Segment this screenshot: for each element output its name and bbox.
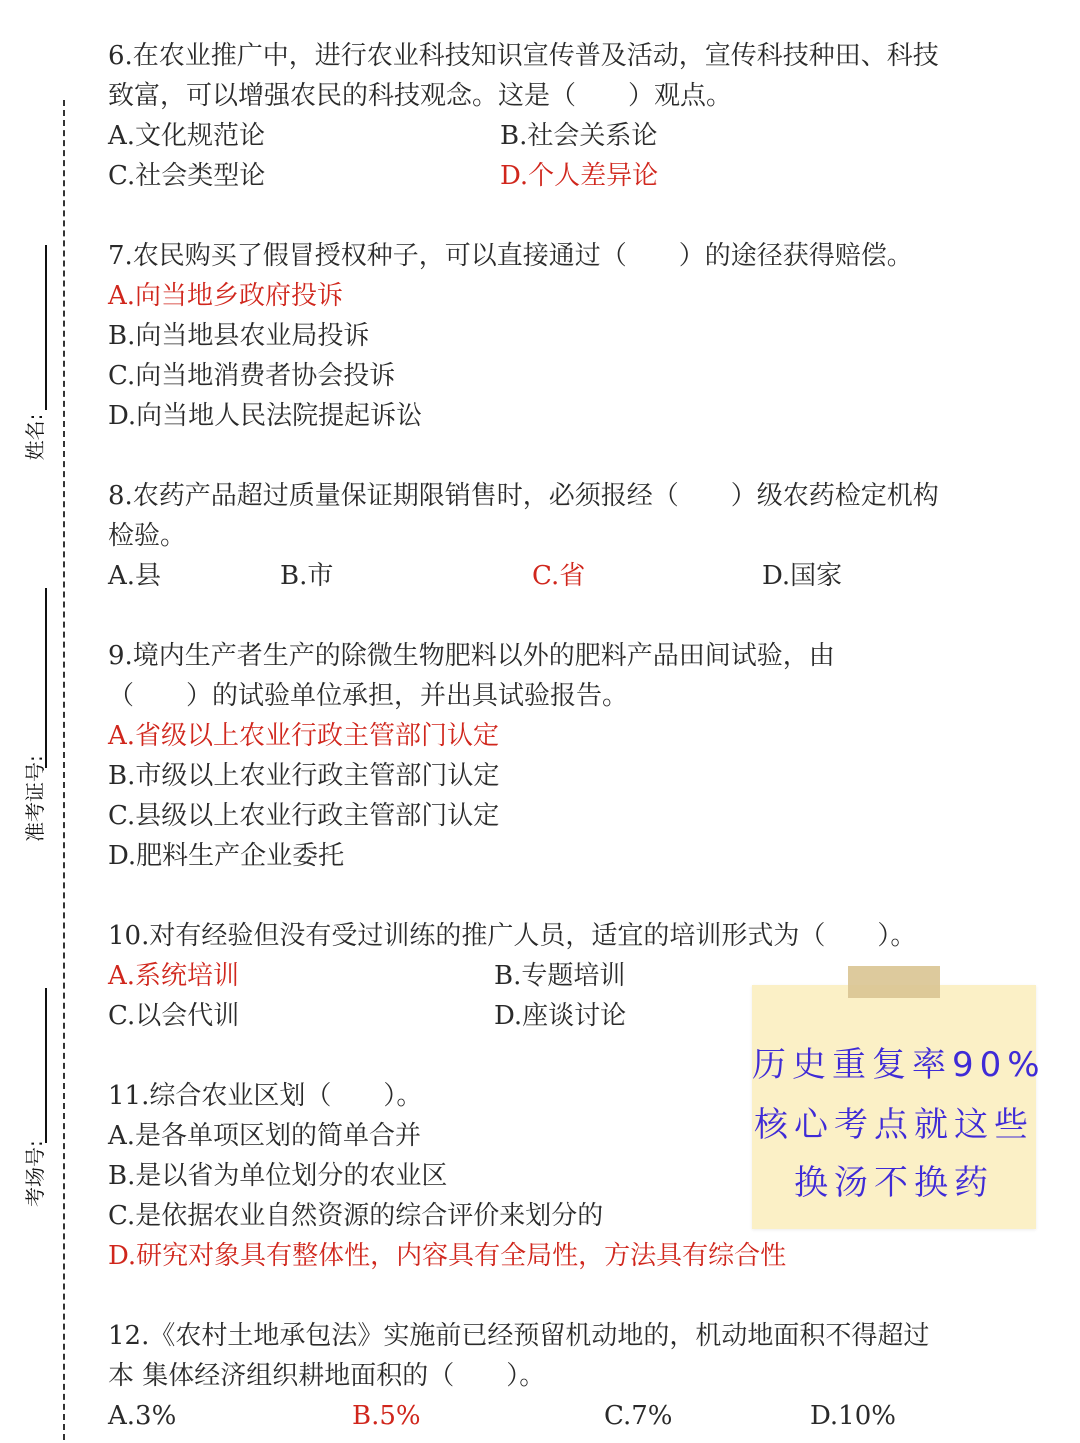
exam-id-field-line <box>45 588 47 768</box>
q8-option-a: A.县 <box>108 561 162 591</box>
q9-option-b: B.市级以上农业行政主管部门认定 <box>108 761 500 791</box>
tape-strip <box>848 966 940 998</box>
exam-room-label: 考场号: <box>23 1140 47 1207</box>
q7-stem: 7.农民购买了假冒授权种子，可以直接通过（ ）的途径获得赔偿。 <box>108 241 913 271</box>
binding-dashed-line <box>63 100 65 1440</box>
q7-option-a-answer: A.向当地乡政府投诉 <box>108 281 344 311</box>
q8-option-d: D.国家 <box>762 561 843 591</box>
q8-option-b: B.市 <box>280 561 334 591</box>
q9-stem-line2: （ ）的试验单位承担，并出具试验报告。 <box>108 681 629 711</box>
q6-option-b: B.社会关系论 <box>500 121 658 151</box>
q6-option-a: A.文化规范论 <box>108 121 266 151</box>
note-line1: 历史重复率90% <box>752 1045 1046 1085</box>
q11-option-b: B.是以省为单位划分的农业区 <box>108 1161 448 1191</box>
q10-option-d: D.座谈讨论 <box>494 1001 627 1031</box>
q11-option-c: C.是依据农业自然资源的综合评价来划分的 <box>108 1201 604 1231</box>
name-label: 姓名: <box>23 413 47 461</box>
q7-option-d: D.向当地人民法院提起诉讼 <box>108 401 423 431</box>
q12-option-a: A.3% <box>108 1401 177 1431</box>
note-line2: 核心考点就这些 <box>754 1105 1034 1145</box>
q12-option-b-answer: B.5% <box>352 1401 421 1431</box>
q10-option-a-answer: A.系统培训 <box>108 961 240 991</box>
q10-option-b: B.专题培训 <box>494 961 626 991</box>
q9-option-c: C.县级以上农业行政主管部门认定 <box>108 801 500 831</box>
q7-option-b: B.向当地县农业局投诉 <box>108 321 370 351</box>
q9-option-a-answer: A.省级以上农业行政主管部门认定 <box>108 721 500 751</box>
q12-stem-line1: 12.《农村土地承包法》实施前已经预留机动地的，机动地面积不得超过 <box>108 1321 930 1351</box>
sticky-note <box>752 985 1046 1229</box>
q12-option-c: C.7% <box>604 1401 673 1431</box>
q8-stem-line2: 检验。 <box>108 521 187 551</box>
q11-stem: 11.综合农业区划（ ）。 <box>108 1081 423 1111</box>
q12-stem-line2: 本 集体经济组织耕地面积的（ ）。 <box>108 1361 546 1391</box>
exam-room-field-line <box>45 988 47 1143</box>
q6-stem-line2: 致富，可以增强农民的科技观念。这是（ ）观点。 <box>108 81 733 111</box>
q10-stem: 10.对有经验但没有受过训练的推广人员，适宜的培训形式为（ ）。 <box>108 921 917 951</box>
q6-option-c: C.社会类型论 <box>108 161 266 191</box>
q10-option-c: C.以会代训 <box>108 1001 240 1031</box>
q8-option-c-answer: C.省 <box>532 561 586 591</box>
q6-option-d-answer: D.个人差异论 <box>500 161 659 191</box>
q6-stem-line1: 6.在农业推广中，进行农业科技知识宣传普及活动，宣传科技种田、科技 <box>108 41 939 71</box>
q7-option-c: C.向当地消费者协会投诉 <box>108 361 396 391</box>
q9-stem-line1: 9.境内生产者生产的除微生物肥料以外的肥料产品田间试验，由 <box>108 641 835 671</box>
exam-id-label: 准考证号: <box>23 755 47 842</box>
name-field-line <box>45 245 47 410</box>
note-line3: 换汤不换药 <box>794 1163 994 1203</box>
q8-stem-line1: 8.农药产品超过质量保证期限销售时，必须报经（ ）级农药检定机构 <box>108 481 939 511</box>
q9-option-d: D.肥料生产企业委托 <box>108 841 345 871</box>
q11-option-a: A.是各单项区划的简单合并 <box>108 1121 422 1151</box>
q11-option-d-answer: D.研究对象具有整体性，内容具有全局性，方法具有综合性 <box>108 1241 787 1271</box>
q12-option-d: D.10% <box>810 1401 896 1431</box>
